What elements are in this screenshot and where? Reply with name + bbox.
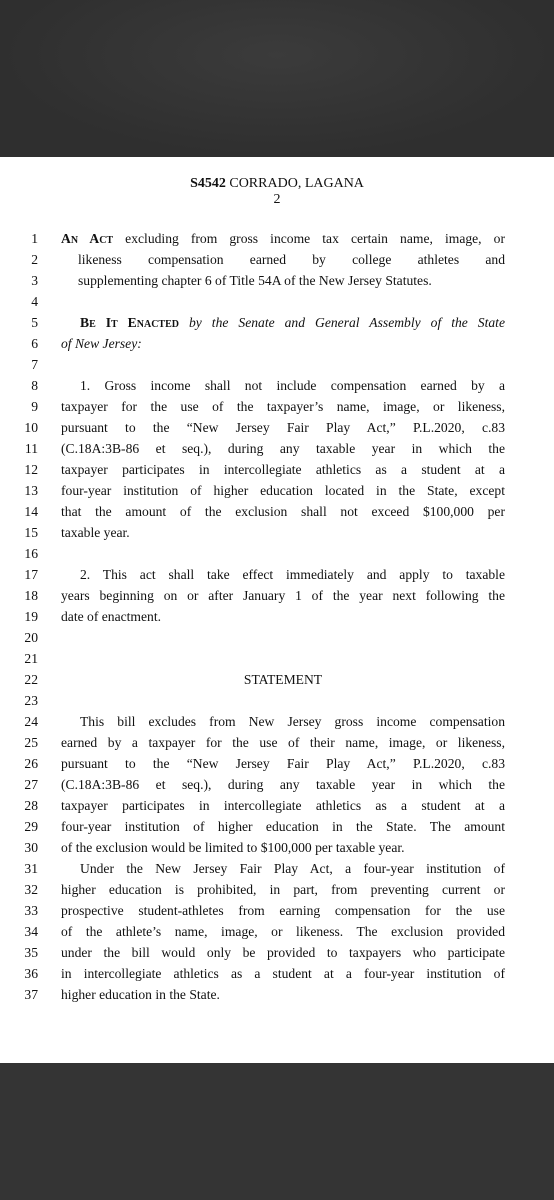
page-header bbox=[0, 176, 554, 208]
line-number: 37 bbox=[24, 987, 38, 1002]
text-run: higher education is prohibited, in part, from preventing current or bbox=[61, 882, 505, 897]
document-page bbox=[0, 157, 554, 1063]
text-run: four-year institution of higher education located in the State, except bbox=[61, 483, 505, 498]
bill-line bbox=[0, 837, 554, 858]
line-text bbox=[80, 564, 505, 585]
line-text bbox=[61, 522, 505, 543]
text-run: of New Jersey: bbox=[61, 336, 142, 351]
line-number: 34 bbox=[24, 924, 38, 939]
bill-line bbox=[0, 543, 554, 564]
line-text bbox=[61, 900, 505, 921]
bill-line bbox=[0, 522, 554, 543]
bill-line bbox=[0, 396, 554, 417]
line-text bbox=[61, 984, 505, 1005]
text-run: higher education in the State. bbox=[61, 987, 220, 1002]
line-text bbox=[61, 585, 505, 606]
text-run: date of enactment. bbox=[61, 609, 162, 624]
line-text bbox=[80, 312, 505, 333]
bill-line bbox=[0, 459, 554, 480]
bill-line bbox=[0, 291, 554, 312]
text-run: taxpayer participates in intercollegiate athletics as a student at a bbox=[61, 462, 505, 477]
bill-line bbox=[0, 942, 554, 963]
line-number: 21 bbox=[24, 651, 38, 666]
text-run: of the athlete’s name, image, or likeness. The exclusion provided bbox=[61, 924, 505, 939]
bill-line bbox=[0, 921, 554, 942]
line-number: 32 bbox=[24, 882, 38, 897]
line-number: 10 bbox=[24, 420, 38, 435]
bill-number: S4542 bbox=[190, 176, 226, 191]
line-number: 9 bbox=[31, 399, 38, 414]
bill-line bbox=[0, 963, 554, 984]
line-number: 4 bbox=[31, 294, 38, 309]
text-run: taxpayer for the use of the taxpayer’s name, image, or likeness, bbox=[61, 399, 505, 414]
bill-line bbox=[0, 774, 554, 795]
bill-line bbox=[0, 984, 554, 1005]
text-run: Be It Enacted bbox=[80, 315, 179, 330]
line-text bbox=[61, 942, 505, 963]
line-number: 13 bbox=[24, 483, 38, 498]
line-number: 19 bbox=[24, 609, 38, 624]
line-number: 3 bbox=[31, 273, 38, 288]
text-run: earned by a taxpayer for the use of their name, image, or likeness, bbox=[61, 735, 505, 750]
bill-line bbox=[0, 648, 554, 669]
bill-line bbox=[0, 333, 554, 354]
section-heading bbox=[61, 669, 505, 690]
line-text bbox=[61, 753, 505, 774]
line-text bbox=[61, 732, 505, 753]
line-number: 11 bbox=[24, 441, 38, 456]
line-number: 36 bbox=[24, 966, 38, 981]
line-text bbox=[61, 228, 505, 249]
line-number: 1 bbox=[31, 231, 38, 246]
bill-line bbox=[0, 480, 554, 501]
bill-line bbox=[0, 690, 554, 711]
text-run: that the amount of the exclusion shall not exceed $100,000 per bbox=[61, 504, 505, 519]
line-text bbox=[61, 396, 505, 417]
text-run: Under the New Jersey Fair Play Act, a four-year institution of bbox=[80, 861, 505, 876]
bill-line bbox=[0, 585, 554, 606]
text-run: STATEMENT bbox=[243, 672, 323, 687]
bill-line bbox=[0, 564, 554, 585]
bill-line bbox=[0, 795, 554, 816]
bill-line bbox=[0, 879, 554, 900]
line-number: 25 bbox=[24, 735, 38, 750]
bill-line bbox=[0, 501, 554, 522]
line-number: 7 bbox=[31, 357, 38, 372]
text-run: excluding from gross income tax certain name, image, or bbox=[113, 231, 505, 246]
text-run: years beginning on or after January 1 of the year next following the bbox=[61, 588, 505, 603]
bill-line bbox=[0, 270, 554, 291]
text-run: pursuant to the “New Jersey Fair Play Act,” P.L.2020, c.83 bbox=[61, 756, 505, 771]
line-number: 12 bbox=[24, 462, 38, 477]
bill-line bbox=[0, 900, 554, 921]
line-number: 15 bbox=[24, 525, 38, 540]
text-run: prospective student-athletes from earning compensation for the use bbox=[61, 903, 505, 918]
line-text bbox=[61, 921, 505, 942]
line-text bbox=[61, 606, 505, 627]
line-number: 28 bbox=[24, 798, 38, 813]
bill-line bbox=[0, 711, 554, 732]
bill-line bbox=[0, 753, 554, 774]
line-number: 18 bbox=[24, 588, 38, 603]
text-run: (C.18A:3B-86 et seq.), during any taxable year in which the bbox=[61, 777, 505, 792]
bill-sponsors: CORRADO, LAGANA bbox=[229, 176, 364, 191]
bottom-dark-band bbox=[0, 1063, 554, 1200]
bill-text bbox=[0, 228, 554, 1005]
line-text bbox=[61, 417, 505, 438]
bill-line bbox=[0, 627, 554, 648]
text-run: by the Senate and General Assembly of the State bbox=[178, 315, 505, 330]
line-text bbox=[61, 837, 505, 858]
line-text bbox=[61, 459, 505, 480]
line-text bbox=[80, 375, 505, 396]
line-number: 5 bbox=[31, 315, 38, 330]
line-number: 8 bbox=[31, 378, 38, 393]
bill-line bbox=[0, 438, 554, 459]
line-number: 23 bbox=[24, 693, 38, 708]
text-run: pursuant to the “New Jersey Fair Play Act,” P.L.2020, c.83 bbox=[61, 420, 505, 435]
bill-header-line bbox=[0, 176, 554, 192]
bill-line bbox=[0, 228, 554, 249]
line-text bbox=[61, 774, 505, 795]
text-run: 2. This act shall take effect immediately and apply to taxable bbox=[80, 567, 505, 582]
line-number: 2 bbox=[31, 252, 38, 267]
bill-line bbox=[0, 732, 554, 753]
line-text bbox=[61, 480, 505, 501]
text-run: four-year institution of higher education in the State. The amount bbox=[61, 819, 505, 834]
line-text bbox=[80, 858, 505, 879]
text-run: likeness compensation earned by college athletes and bbox=[78, 252, 505, 267]
line-text bbox=[61, 438, 505, 459]
bill-line bbox=[0, 669, 554, 690]
text-run: supplementing chapter 6 of Title 54A of the New Jersey Statutes. bbox=[78, 273, 432, 288]
text-run: under the bill would only be provided to taxpayers who participate bbox=[61, 945, 505, 960]
line-number: 24 bbox=[24, 714, 38, 729]
line-number: 6 bbox=[31, 336, 38, 351]
text-run: (C.18A:3B-86 et seq.), during any taxable year in which the bbox=[61, 441, 505, 456]
line-number: 16 bbox=[24, 546, 38, 561]
line-text bbox=[61, 333, 505, 354]
page-number: 2 bbox=[273, 192, 281, 207]
bill-line bbox=[0, 375, 554, 396]
line-number: 20 bbox=[24, 630, 38, 645]
line-number: 33 bbox=[24, 903, 38, 918]
line-number: 26 bbox=[24, 756, 38, 771]
text-run: An Act bbox=[61, 231, 114, 246]
line-number: 29 bbox=[24, 819, 38, 834]
line-number: 14 bbox=[24, 504, 38, 519]
line-number: 17 bbox=[24, 567, 38, 582]
text-run: of the exclusion would be limited to $100,000 per taxable year. bbox=[61, 840, 405, 855]
bill-line bbox=[0, 606, 554, 627]
bill-line bbox=[0, 354, 554, 375]
line-text bbox=[61, 501, 505, 522]
top-dark-band bbox=[0, 0, 554, 157]
line-number: 35 bbox=[24, 945, 38, 960]
line-text bbox=[61, 879, 505, 900]
text-run: taxpayer participates in intercollegiate athletics as a student at a bbox=[61, 798, 505, 813]
bill-line bbox=[0, 816, 554, 837]
line-number: 30 bbox=[24, 840, 38, 855]
line-number: 31 bbox=[24, 861, 38, 876]
line-number: 27 bbox=[24, 777, 38, 792]
line-text bbox=[78, 249, 505, 270]
bill-line bbox=[0, 858, 554, 879]
line-text bbox=[61, 795, 505, 816]
line-text bbox=[61, 963, 505, 984]
bill-line bbox=[0, 312, 554, 333]
text-run: taxable year. bbox=[61, 525, 130, 540]
bill-line bbox=[0, 417, 554, 438]
text-run: in intercollegiate athletics as a student at a four-year institution of bbox=[61, 966, 505, 981]
line-text bbox=[78, 270, 505, 291]
text-run: 1. Gross income shall not include compensation earned by a bbox=[80, 378, 505, 393]
bill-line bbox=[0, 249, 554, 270]
text-run: This bill excludes from New Jersey gross income compensation bbox=[80, 714, 505, 729]
line-text bbox=[80, 711, 505, 732]
line-text bbox=[61, 816, 505, 837]
line-number: 22 bbox=[24, 672, 38, 687]
